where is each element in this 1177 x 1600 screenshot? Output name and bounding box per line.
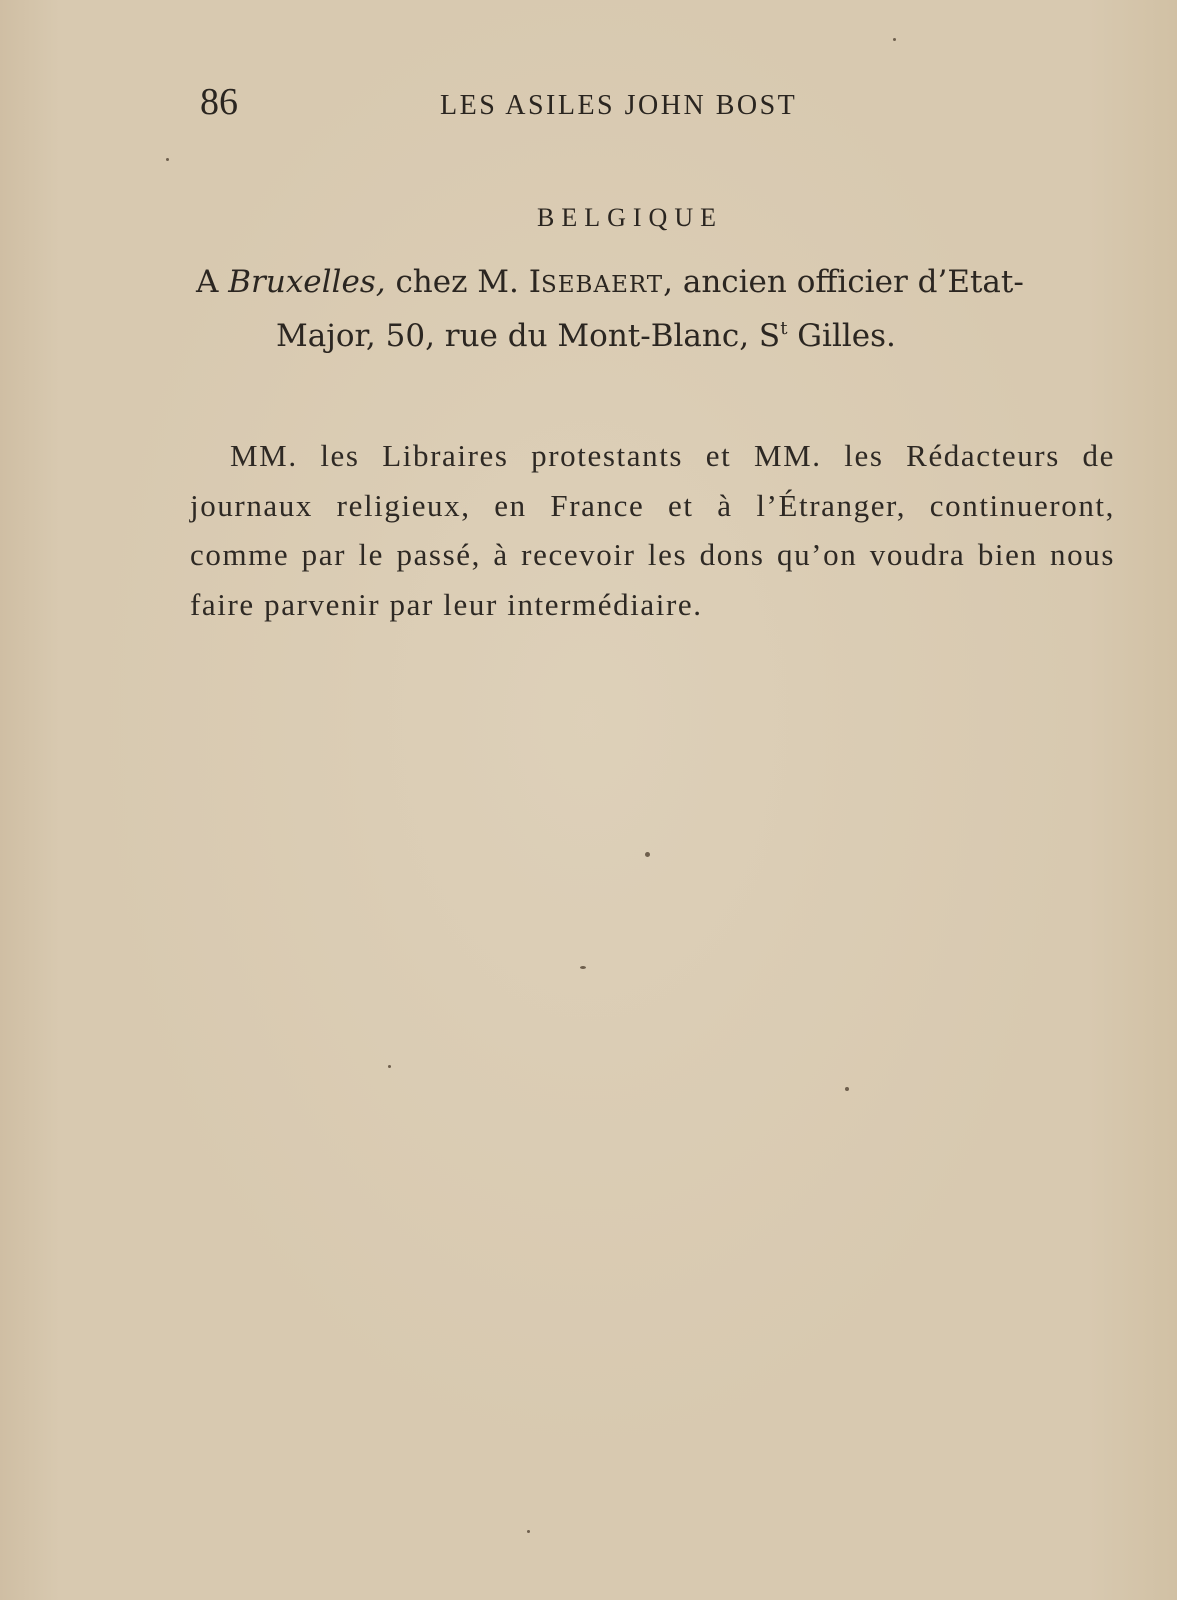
page-number: 86 — [200, 81, 238, 123]
notice-paragraph — [190, 431, 1115, 629]
paper-speck — [845, 1087, 849, 1091]
address-street: Major, 50, rue du Mont-Blanc, S — [276, 318, 781, 354]
running-head — [0, 82, 1177, 132]
address-text-before-name: chez M. — [385, 264, 529, 300]
address-line-1 — [196, 260, 1126, 307]
address-name-rest: SEBAERT — [541, 272, 664, 298]
address-prefix: A — [196, 264, 229, 300]
address-text-after-name: , ancien officier d’Etat- — [663, 264, 1024, 300]
section-heading: BELGIQUE — [537, 203, 723, 232]
address-place: Bruxelles, — [228, 264, 386, 300]
paper-speck — [166, 158, 169, 161]
paper-speck — [580, 966, 586, 969]
paper-speck — [527, 1530, 530, 1533]
address-town: Gilles. — [787, 318, 896, 354]
paper-speck — [388, 1065, 391, 1068]
running-head-title: LES ASILES JOHN BOST — [440, 90, 798, 121]
address-name-initial: I — [528, 264, 542, 300]
address-entry — [196, 260, 1126, 358]
paper-speck — [645, 852, 650, 857]
notice-text: MM. les Libraires protestants et MM. les Rédacteurs de journaux religieux, en France et à l’Étranger, continueront, comme par le passé, à recevoir les dons qu’on voudra bien nous faire parvenir par leur intermédiaire. — [190, 438, 1115, 622]
address-superscript: t — [780, 318, 788, 339]
paper-speck — [893, 38, 896, 41]
address-line-2 — [196, 307, 1126, 358]
